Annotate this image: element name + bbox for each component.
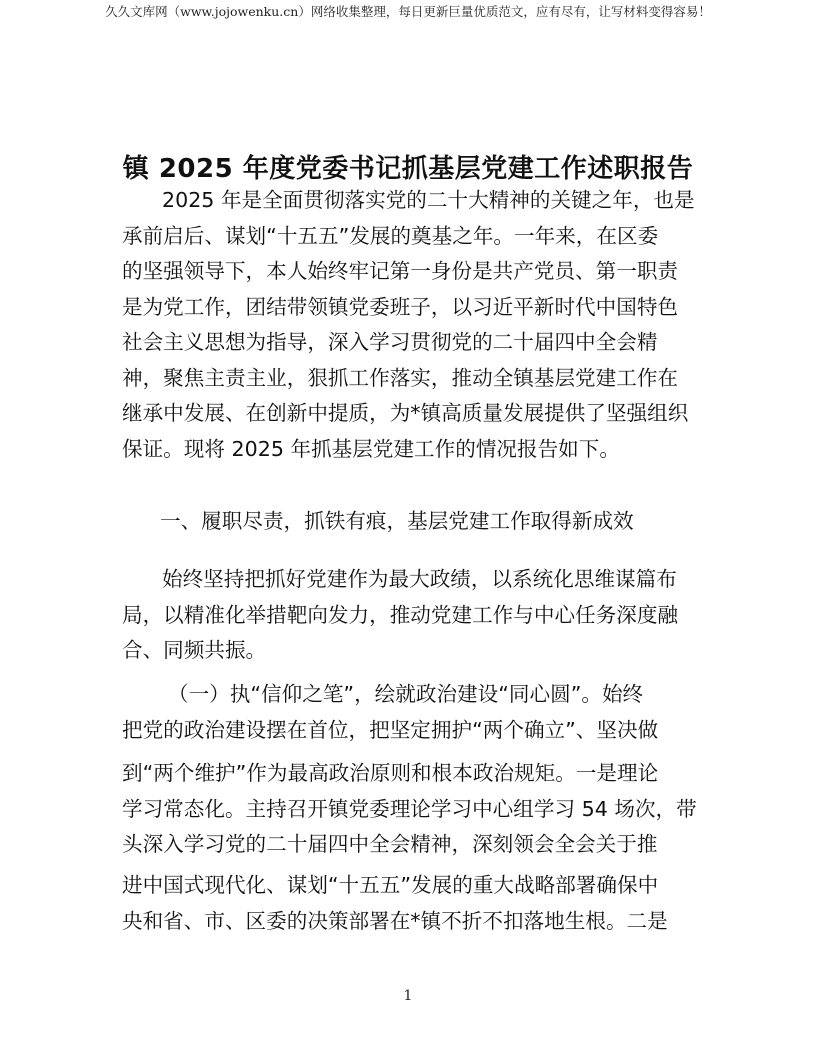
paragraph-line: 2025 年是全面贯彻落实党的二十大精神的关键之年，也是: [162, 188, 695, 212]
document-title: 镇 2025 年度党委书记抓基层党建工作述职报告: [122, 154, 694, 184]
paragraph-line: 继承中发展、在创新中提质，为*镇高质量发展提供了坚强组织: [122, 401, 689, 425]
paragraph-line: 的坚强领导下，本人始终牢记第一身份是共产党员、第一职责: [122, 259, 679, 283]
paragraph-line: 是为党工作，团结带领镇党委班子，以习近平新时代中国特色: [122, 294, 679, 319]
section-one-paragraph: [122, 562, 698, 669]
paragraph-line: 进中国式现代化、谋划“十五五”发展的重大战略部署确保中: [122, 873, 659, 897]
subsection-one-paragraph-a: [122, 677, 698, 748]
paragraph-line: 头深入学习党的二十届四中全会精神，深刻领会全会关于推: [122, 832, 658, 856]
paragraph-line: 承前启后、谋划“十五五”发展的奠基之年。一年来，在区委: [122, 223, 659, 248]
paragraph-line: 把党的政治建设摆在首位，把坚定拥护“两个确立”、坚决做: [122, 717, 659, 742]
paragraph-line: 神，聚焦主责主业，狠抓工作落实，推动全镇基层党建工作在: [122, 365, 679, 390]
paragraph-line: 合、同频共振。: [122, 638, 267, 662]
paragraph-line: 社会主义思想为指导，深入学习贯彻党的二十届四中全会精: [122, 330, 658, 354]
paragraph-line: 始终坚持把抓好党建作为最大政绩，以系统化思维谋篇布: [162, 567, 677, 591]
page-number: 1: [403, 988, 413, 1004]
paragraph-line: 保证。现将 2025 年抓基层党建工作的情况报告如下。: [122, 436, 620, 461]
intro-paragraph: [122, 183, 698, 467]
paragraph-line: 到“两个维护”作为最高政治原则和根本政治规矩。一是理论: [122, 761, 659, 785]
paragraph-line: 局，以精准化举措靶向发力，推动党建工作与中心任务深度融: [122, 602, 679, 627]
subsection-one-paragraph-c: [122, 868, 698, 939]
section-heading: 一、履职尽责，抓铁有痕，基层党建工作取得新成效: [160, 509, 634, 533]
paragraph-line: 学习常态化。主持召开镇党委理论学习中心组学习 54 场次，带: [122, 796, 697, 821]
paragraph-line: 央和省、市、区委的决策部署在*镇不折不扣落地生根。二是: [122, 908, 668, 933]
paragraph-line: （一）执“信仰之笔”，绘就政治建设“同心圆”。始终: [168, 682, 644, 706]
site-banner: 久久文库网（www.jojowenku.cn）网络收集整理，每日更新巨量优质范文，应有尽有，让写材料变得容易！: [105, 4, 711, 19]
subsection-one-paragraph-b: [122, 756, 698, 863]
